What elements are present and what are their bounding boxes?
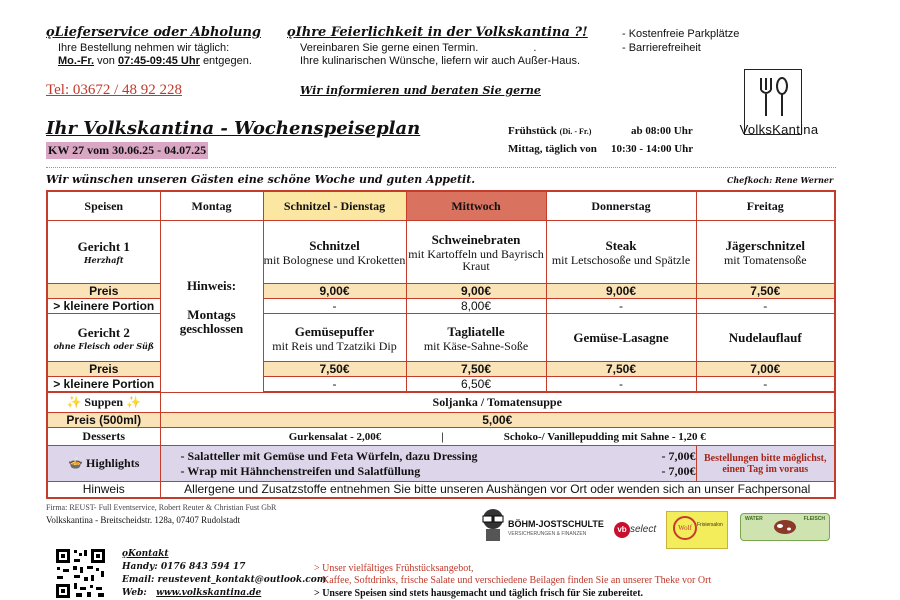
feature-parking: - Kostenfreie Parkplätze [622,28,740,40]
sponsor-vbselect [614,519,662,539]
green-right: FLEISCH [803,516,825,522]
delivery-line2: Mo.-Fr. von 07:45-09:45 Uhr entgegen. [58,55,252,67]
soup-price-row [47,413,835,428]
advice-text: Wir informieren und beraten Sie gerne [300,84,541,97]
small-price-cell: - [546,299,696,314]
soup-row [47,393,835,413]
lunch-label: Mittag, täglich von [508,143,597,155]
hint-text: Allergene und Zusatzstoffe entnehmen Sie bitte unseren Aushängen vor Ort oder wenden sich an unser Fachpersonal [160,482,835,498]
small-price-cell: 6,50€ [406,377,546,392]
soup-label: ✨ Suppen ✨ [47,393,160,413]
highlight-item: - Salatteller mit Gemüse und Feta Würfeln, dazu Dressing - 7,00€ [180,448,696,463]
wish-text: Wir wünschen unseren Gästen eine schöne Woche und guten Appetit. [46,173,476,186]
price-cell: 7,00€ [696,362,835,377]
price-cell: 9,00€ [546,284,696,299]
header-row [47,191,835,221]
promo-line1: > Unser vielfältiges Frühstücksangebot, [314,563,474,574]
price-cell: 7,50€ [696,284,835,299]
soup-price-label: Preis (500ml) [47,413,160,428]
hint-row [47,482,835,498]
cow-icon [770,517,800,537]
gericht2-label: Gericht 2 ohne Fleisch oder Süß [47,314,160,362]
dish-cell: Steak mit Letschosoße und Spätzle [546,221,696,284]
small-price-cell: - [546,377,696,392]
phone-link[interactable]: Tel: 03672 / 48 92 228 [46,82,183,98]
contact-web: Web: www.volkskantina.de [122,588,262,598]
delivery-line1: Ihre Bestellung nehmen wir täglich: [58,42,230,54]
dish-cell: Tagliatelle mit Käse-Sahne-Soße [406,314,546,362]
dish-cell: Schnitzel mit Bolognese und Kroketten [263,221,406,284]
price-cell: 7,50€ [546,362,696,377]
small-portion-label: > kleinere Portion [47,299,160,314]
soup-text: Soljanka / Tomatensuppe [160,393,835,413]
col-montag: Montag [160,191,263,221]
promo-line2: Kaffee, Softdrinks, frische Salate und verschiedene Beilagen finden Sie an unserer Theke vor Ort [322,575,712,586]
gericht1-label: Gericht 1 Herzhaft [47,221,160,284]
feather-icon: ǫ [122,549,129,559]
price-cell: 7,50€ [406,362,546,377]
highlights-label: 🍲 Highlights [47,446,160,482]
highlights-row [47,446,835,482]
vb-mark: vb [614,522,630,538]
price-cell: 9,00€ [406,284,546,299]
week-range: KW 27 vom 30.06.25 - 04.07.25 [48,143,207,157]
chef-name: Chefkoch: Rene Werner [727,175,834,185]
monday-note: Hinweis: Montags geschlossen [160,221,263,393]
dish-cell: Gemüse-Lasagne [546,314,696,362]
breakfast-time: ab 08:00 Uhr [631,125,693,137]
small-price-cell: - [696,377,835,392]
small-price-cell: 8,00€ [406,299,546,314]
contact-handy: Handy: 0176 843 594 17 [122,562,246,572]
delivery-title: ǫLieferservice oder Abholung [46,25,262,40]
dessert-label: Desserts [47,428,160,446]
logo-text: VolksKantina [739,122,819,137]
col-freitag: Freitag [696,191,835,221]
bj-name: BÖHM-JOSTSCHULTE [508,519,604,529]
web-link[interactable]: www.volkskantina.de [156,588,262,598]
qr-code-icon[interactable] [54,547,107,600]
sponsor-natur-fleisch [740,513,830,541]
small-price-cell: - [696,299,835,314]
gericht1-row [47,221,835,284]
plan-title: Ihr Volkskantina - Wochenspeiseplan [46,118,421,139]
fork-spoon-icon [753,76,793,118]
event-line2: Ihre kulinarischen Wünsche, liefern wir auch Außer-Haus. [300,55,581,67]
price-label: Preis [47,284,160,299]
divider [46,167,836,168]
address-line: Volkskantina - Breitscheidstr. 128a, 07407 Rudolstadt [46,515,241,525]
wolf-logo: Wolf [673,516,697,540]
promo-line3: > Unsere Speisen sind stets hausgemacht und täglich frisch für Sie zubereitet. [314,588,644,599]
dish-cell: Schweinebraten mit Kartoffeln und Bayrisch Kraut [406,221,546,284]
highlight-item: - Wrap mit Hähnchenstreifen und Salatfüllung - 7,00€ [180,463,696,478]
menu-table [46,190,836,499]
col-donnerstag: Donnerstag [546,191,696,221]
dessert-text: Gurkensalat - 2,00€ | Schoko-/ Vanillepudding mit Sahne - 1,20 € [160,428,835,446]
dish-cell: Gemüsepuffer mit Reis und Tzatziki Dip [263,314,406,362]
dish-cell: Nudelauflauf [696,314,835,362]
feature-accessible: - Barrierefreiheit [622,42,701,54]
feather-icon: ǫ [46,25,55,40]
sponsor-wolf [666,511,728,549]
highlights-items [160,446,696,482]
firm-line: Firma: REUST- Full Eventservice, Robert Reuter & Christian Fust GbR [46,503,277,512]
col-dienstag: Schnitzel - Dienstag [263,191,406,221]
hint-label: Hinweis [47,482,160,498]
wolf-text: Frisiersalon [697,522,723,528]
col-speisen: Speisen [47,191,160,221]
dessert-row [47,428,835,446]
event-line1: Vereinbaren Sie gerne einen Termin. . [300,42,537,54]
green-left: WATER [745,516,763,522]
price-label: Preis [47,362,160,377]
person-glasses-icon [478,507,508,541]
soup-price: 5,00€ [160,413,835,428]
sponsor-boehm-jostschulte [478,507,604,543]
small-price-cell: - [263,377,406,392]
small-price-cell: - [263,299,406,314]
dish-cell: Jägerschnitzel mit Tomatensoße [696,221,835,284]
breakfast-label: Frühstück (Di. - Fr.) [508,125,592,137]
contact-title: ǫKontakt [122,549,169,559]
highlights-note: Bestellungen bitte möglichst, einen Tag im voraus [696,446,835,482]
col-mittwoch: Mittwoch [406,191,546,221]
bj-sub: VERSICHERUNGEN & FINANZEN [508,531,587,537]
vb-word: select [630,524,657,535]
small-portion-label: > kleinere Portion [47,377,160,392]
price-cell: 9,00€ [263,284,406,299]
price-cell: 7,50€ [263,362,406,377]
event-title: ǫIhre Feierlichkeit in der Volkskantina ?! [287,25,588,40]
feather-icon: ǫ [287,25,296,40]
lunch-time: 10:30 - 14:00 Uhr [611,143,694,155]
contact-email[interactable]: Email: reustevent_kontakt@outlook.com [122,575,327,585]
